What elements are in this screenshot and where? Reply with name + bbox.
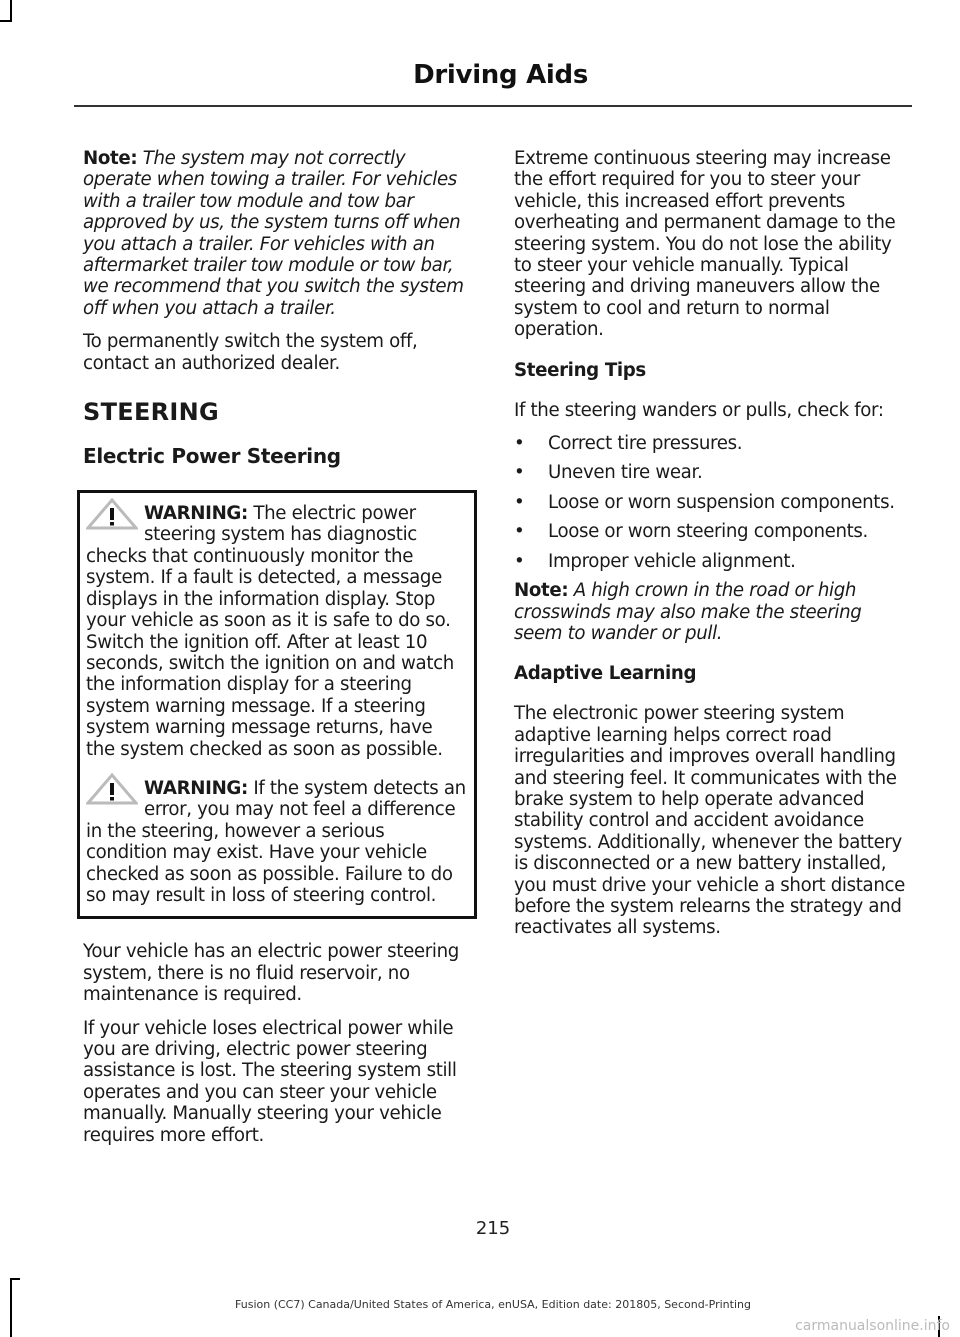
note-label: Note: — [83, 148, 138, 169]
list-item — [514, 521, 910, 542]
note-trailer — [83, 148, 475, 319]
section-title: Driving Aids — [413, 60, 588, 90]
watermark: carmanualsonline.info — [795, 1318, 950, 1334]
warning-triangle-icon — [86, 497, 138, 531]
warning-box — [77, 490, 477, 919]
paragraph-extreme-steering: Extreme continuous steering may increase the effort required for you to steer your vehicle, this increased effort prevents overheating and permanent damage to the steering system. You do not lose the ability to steer your vehicle manually. Typical steering and driving maneuvers allow the system to cool and return to normal operation. — [514, 148, 896, 341]
list-item — [514, 551, 910, 572]
header-rule — [74, 105, 912, 107]
warning-2 — [86, 778, 466, 906]
heading-steering: STEERING — [83, 398, 220, 427]
warning-body: The electric power steering system has diagnostic checks that continuously monitor the system. If a fault is detected, a message displays in the information display. Stop your vehicle as soon as it is safe to do so. Switch the ignition off. After at least 10 seconds, switch the ignition on and watch the information display for a steering system warning message. If a steering system warning message returns, have the system checked as soon as possible. — [86, 503, 454, 760]
paragraph-tips-intro: If the steering wanders or pulls, check for: — [514, 399, 884, 421]
edition-footer: Fusion (CC7) Canada/United States of America, enUSA, Edition date: 201805, Second-Printing — [235, 1298, 751, 1311]
left-column — [83, 148, 475, 1158]
bullet: • — [514, 491, 525, 513]
tips-list — [514, 433, 910, 572]
note-label: Note: — [514, 580, 569, 602]
warning-1 — [86, 503, 466, 760]
right-column — [514, 148, 910, 951]
subheading-electric-power-steering: Electric Power Steering — [83, 444, 341, 469]
crop-mark-bottom-left-h — [10, 1278, 20, 1280]
bullet: • — [514, 521, 525, 543]
list-item-text: Correct tire pressures. — [548, 433, 743, 455]
list-item-text: Uneven tire wear. — [548, 462, 703, 484]
paragraph-switch-off: To permanently switch the system off, contact an authorized dealer. — [83, 331, 418, 374]
heading-adaptive-learning: Adaptive Learning — [514, 663, 697, 685]
crop-mark-top-left-v — [10, 0, 12, 22]
list-item-text: Loose or worn suspension components. — [548, 491, 895, 513]
heading-steering-tips: Steering Tips — [514, 359, 646, 381]
note-body: A high crown in the road or high crosswinds may also make the steering seem to wander or pull. — [514, 580, 862, 644]
note-body: The system may not correctly operate when towing a trailer. For vehicles with a trailer tow module and tow bar approved by us, the system turns off when you attach a trailer. For vehicles with an aftermarket trailer tow module or tow bar, we recommend that you switch the system off when you attach a trailer. — [83, 148, 464, 319]
note-high-crown — [514, 580, 910, 644]
bullet: • — [514, 550, 525, 572]
paragraph-power-loss: If your vehicle loses electrical power while you are driving, electric power steering assistance is lost. The steering system still operates and you can steer your vehicle manually. Manually steering your vehicle requires more effort. — [83, 1017, 457, 1146]
page-number: 215 — [475, 1218, 511, 1239]
warning-label: WARNING: — [144, 777, 248, 799]
list-item-text: Improper vehicle alignment. — [548, 550, 796, 572]
warning-triangle-icon — [86, 772, 138, 806]
warning-label: WARNING: — [144, 503, 248, 525]
paragraph-adaptive-learning: The electronic power steering system adaptive learning helps correct road irregularities and improves overall handling and steering feel. It communicates with the brake system to help operate advanced stability control and accident avoidance systems. Additionally, whenever the battery is disconnected or a new battery installed, you must drive your vehicle a short distance before the system relearns the strategy and reactivates all systems. — [514, 703, 905, 939]
list-item — [514, 433, 910, 454]
list-item — [514, 462, 910, 483]
warning-body: If the system detects an error, you may not feel a difference in the steering, however a serious condition may exist. Have your vehicle checked as soon as possible. Failure to do so may result in loss of steering control. — [86, 777, 466, 906]
crop-mark-top-left-h — [0, 20, 12, 22]
bullet: • — [514, 462, 525, 484]
paragraph-no-fluid: Your vehicle has an electric power steering system, there is no fluid reservoir, no maintenance is required. — [83, 941, 459, 1006]
list-item — [514, 492, 910, 513]
bullet: • — [514, 433, 525, 455]
list-item-text: Loose or worn steering components. — [548, 521, 868, 543]
